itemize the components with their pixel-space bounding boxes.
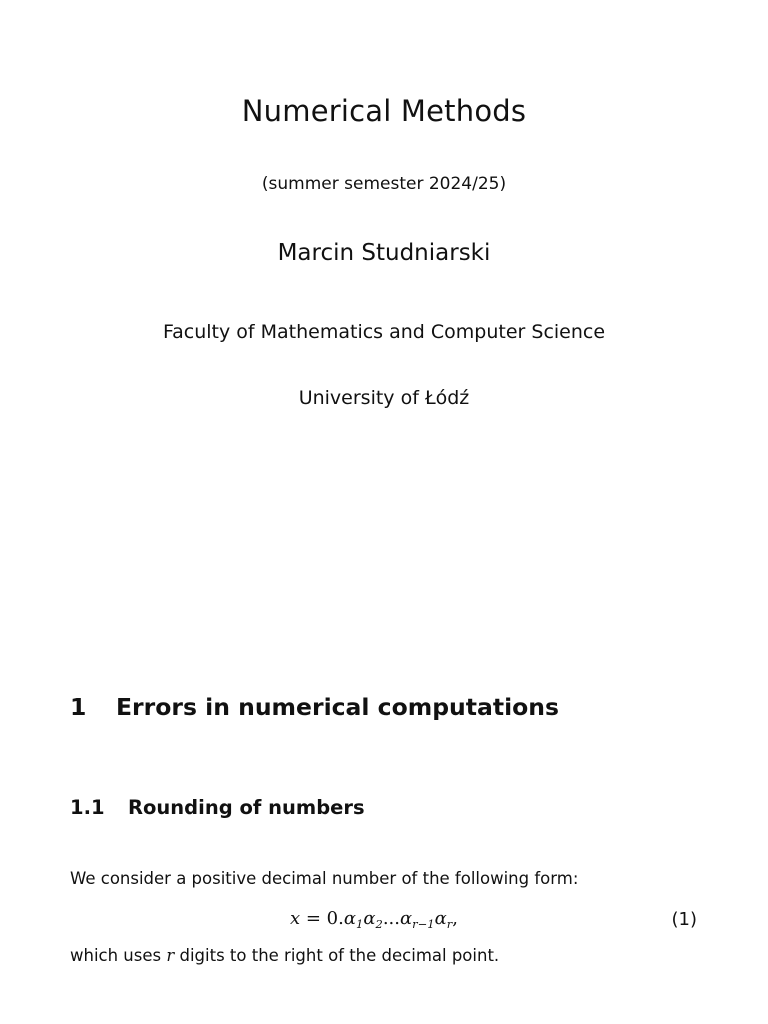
equation-alpha-2: α xyxy=(363,908,376,929)
equation-alpha-r1: α xyxy=(400,908,413,929)
equation-alpha-r: α xyxy=(434,908,447,929)
equation-1 xyxy=(290,908,458,929)
document-title: Numerical Methods xyxy=(241,94,527,128)
equation-number: (1) xyxy=(671,909,697,930)
author-name: Marcin Studniarski xyxy=(277,240,491,266)
after-text-start: which uses xyxy=(70,946,167,965)
equation-dots: ... xyxy=(382,908,400,929)
equation-alpha-2-sub: 2 xyxy=(375,917,383,931)
equation-equals: = 0. xyxy=(300,908,344,929)
subsection-title: Rounding of numbers xyxy=(128,796,365,819)
equation-alpha-r1-sub: r−1 xyxy=(412,917,435,931)
equation-lhs: x xyxy=(290,908,301,929)
semester-label: (summer semester 2024/25) xyxy=(261,174,507,194)
after-variable: r xyxy=(166,946,175,965)
after-text-end: digits to the right of the decimal point. xyxy=(174,946,500,965)
section-title: Errors in numerical computations xyxy=(116,693,560,721)
equation-alpha-r-sub: r xyxy=(446,917,453,931)
faculty-name: Faculty of Mathematics and Computer Science xyxy=(162,321,606,343)
subsection-number: 1.1 xyxy=(70,796,105,819)
equation-alpha-1-sub: 1 xyxy=(356,917,364,931)
university-name: University of Łódź xyxy=(298,387,470,409)
intro-paragraph: We consider a positive decimal number of the following form: xyxy=(70,869,579,888)
section-number: 1 xyxy=(70,693,87,721)
section-heading xyxy=(70,693,559,721)
equation-alpha-1: α xyxy=(343,908,357,929)
after-paragraph xyxy=(70,946,499,965)
subsection-heading xyxy=(70,796,365,819)
equation-trail: , xyxy=(452,908,458,929)
